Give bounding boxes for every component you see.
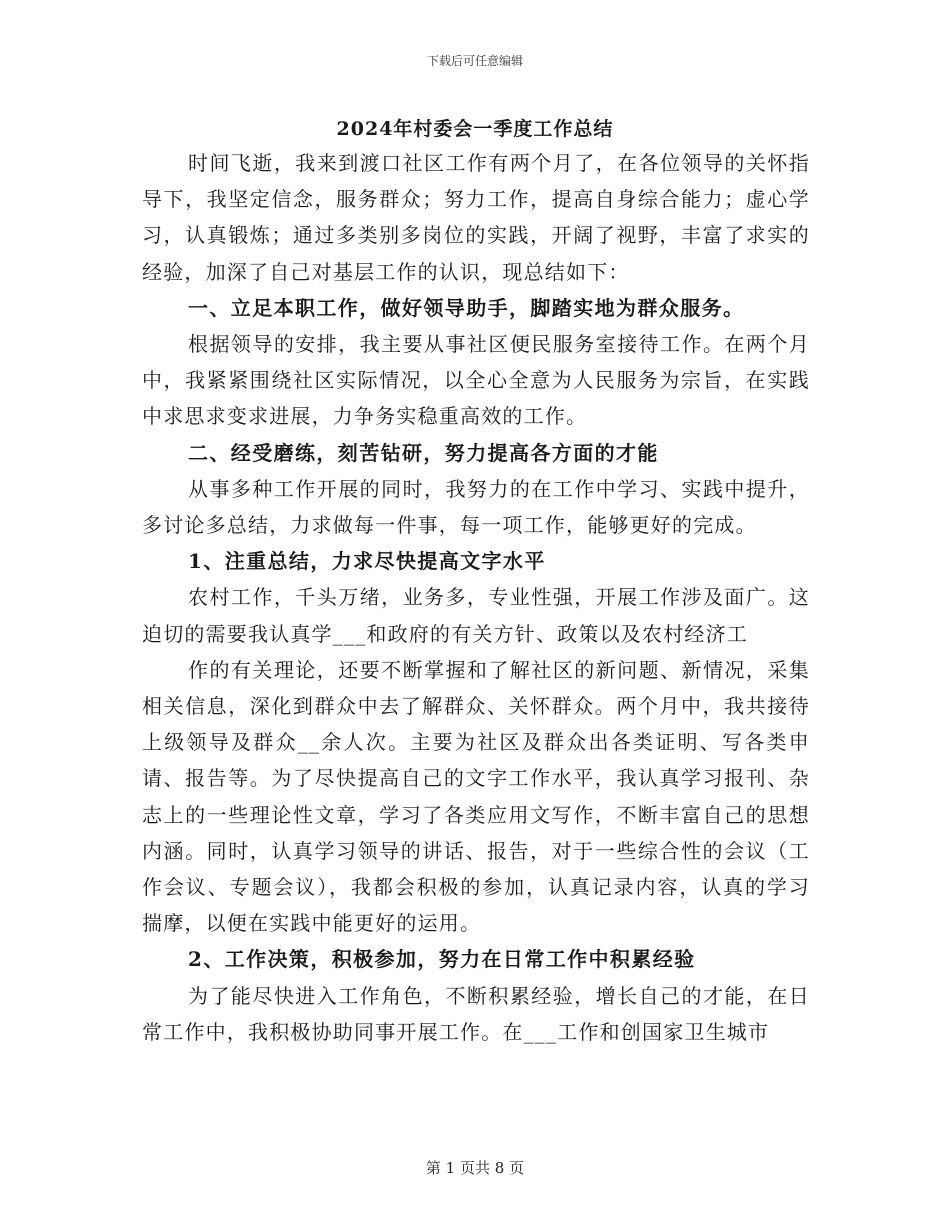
paragraph-subsection-1b: 作的有关理论，还要不断掌握和了解社区的新问题、新情况，采集相关信息，深化到群众中去了解群众、关怀群众。两个月中，我共接待上级领导及群众__余人次。主要为社区及群众出各类证明、写各类申请、报告等。为了尽快提高自己的文字工作水平，我认真学习报刊、杂志上的一些理论性文章，学习了各类应用文写作，不断丰富自己的思想内涵。同时，认真学习领导的讲话、报告，对于一些综合性的会议（工作会议、专题会议），我都会积极的参加，认真记录内容，认真的学习揣摩，以便在实践中能更好的运用。 [142, 657, 810, 936]
header-note: 下载后可任意编辑 [426, 54, 523, 68]
section-heading-1: 一、立足本职工作，做好领导助手，脚踏实地为群众服务。 [188, 295, 745, 320]
subsection-heading-1: 1、注重总结，力求尽快提高文字水平 [188, 549, 546, 574]
page-footer: 第 1 页共 8 页 [425, 1159, 525, 1177]
paragraph-subsection-1a: 农村工作，千头万绪，业务多，专业性强，开展工作涉及面广。这迫切的需要我认真学___和政府的有关方针、政策以及农村经济工 [142, 585, 810, 646]
paragraph-subsection-2: 为了能尽快进入工作角色，不断积累经验，增长自己的才能，在日常工作中，我积极协助同事开展工作。在___工作和创国家卫生城市 [142, 983, 810, 1044]
document-body [142, 145, 810, 1050]
paragraph-intro: 时间飞逝，我来到渡口社区工作有两个月了，在各位领导的关怀指导下，我坚定信念，服务群众；努力工作，提高自身综合能力；虚心学习，认真锻炼；通过多类别多岗位的实践，开阔了视野，丰富了求实的经验，加深了自己对基层工作的认识，现总结如下： [142, 151, 810, 284]
paragraph-section-1: 根据领导的安排，我主要从事社区便民服务室接待工作。在两个月中，我紧紧围绕社区实际情况，以全心全意为人民服务为宗旨，在实践中求思求变求进展，力争务实稳重高效的工作。 [142, 332, 810, 429]
subsection-heading-2: 2、工作决策，积极参加，努力在日常工作中积累经验 [188, 947, 696, 972]
document-title: 2024年村委会一季度工作总结 [336, 118, 614, 140]
section-heading-2: 二、经受磨练，刻苦钻研，努力提高各方面的才能 [188, 440, 659, 465]
paragraph-section-2: 从事多种工作开展的同时，我努力的在工作中学习、实践中提升，多讨论多总结，力求做每一件事，每一项工作，能够更好的完成。 [142, 476, 810, 538]
